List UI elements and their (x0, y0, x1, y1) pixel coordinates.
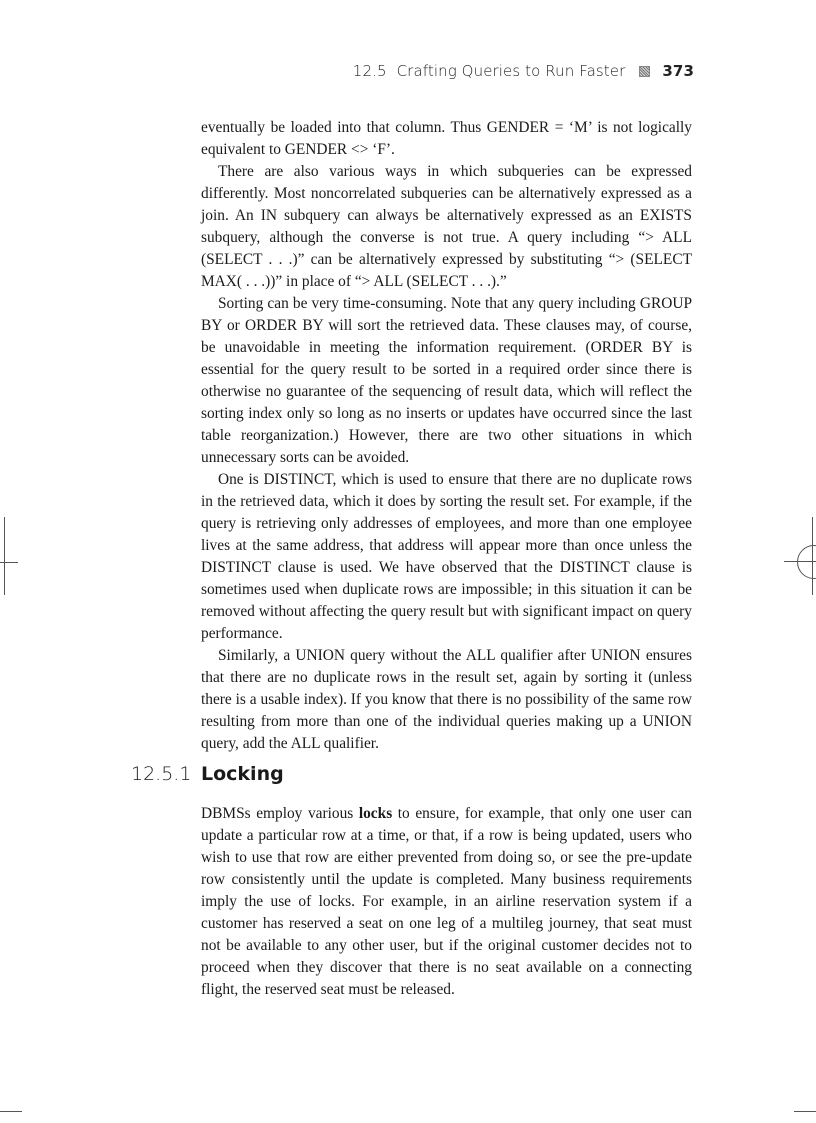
page-number: 373 (662, 62, 694, 80)
locking-text-start: DBMSs employ various (201, 805, 359, 822)
running-head-section-title: Crafting Queries to Run Faster (396, 62, 626, 80)
body-text-top (201, 117, 692, 755)
paragraph: Sorting can be very time-consuming. Note that any query including GROUP BY or ORDER BY will sort the retrieved data. These clauses may, of course, be unavoidable in meeting the information requirement. (ORDER BY is essential for the query result to be sorted in a required order since there is otherwise no guarantee of the sequencing of result data, which will reflect the sorting index only so long as no inserts or updates have occurred since the last table reorganization.) However, there are two other situations in which unnecessary sorts can be avoided. (201, 295, 692, 466)
section-title: Locking (201, 763, 284, 785)
locking-text-rest: to ensure, for example, that only one user can update a particular row at a time, or that, if a row is being updated, users who wish to use that row are either prevented from doing so, or see the pre-update row consistently until the update is completed. Many business requirements imply the use of locks. For example, in an airline reservation system if a customer has reserved a seat on one leg of a multileg journey, that seat must not be available to any other user, but if the original customer decides not to proceed when they discover that there is no seat available on a connecting flight, the reserved seat must be released. (201, 805, 692, 998)
right-registration-circle-icon (797, 545, 816, 579)
square-marker-icon (639, 66, 650, 77)
bold-term-locks: locks (358, 805, 393, 822)
running-head (353, 62, 694, 80)
right-crop-mark-vertical (812, 517, 813, 595)
left-crop-mark-vertical (4, 517, 5, 595)
right-crop-mark-horizontal (784, 561, 816, 562)
left-crop-mark-horizontal (0, 562, 18, 563)
running-head-section-number: 12.5 (352, 62, 387, 80)
paragraph: Similarly, a UNION query without the ALL qualifier after UNION ensures that there are no duplicate rows in the result set, again by sorting it (unless there is a usable index). If you know that there is no possibility of the same row resulting from more than one of the individual queries making up a UNION query, add the ALL qualifier. (201, 647, 692, 752)
section-heading (131, 763, 284, 785)
section-number: 12.5.1 (131, 763, 192, 785)
paragraph: One is DISTINCT, which is used to ensure that there are no duplicate rows in the retrieved data, which it does by sorting the result set. For example, if the query is retrieving only addresses of employees, and more than one employee lives at the same address, that address will appear more than once unless the DISTINCT clause is used. We have observed that the DISTINCT clause is sometimes used when duplicate rows are impossible; in this situation it can be removed without affecting the query result but with significant impact on query performance. (201, 471, 692, 642)
bottom-right-crop-mark (794, 1111, 816, 1112)
locking-paragraph (201, 803, 692, 1001)
paragraph: eventually be loaded into that column. Thus GENDER = ‘M’ is not logically equivalent to GENDER <> ‘F’. (201, 119, 692, 158)
paragraph: There are also various ways in which subqueries can be expressed differently. Most noncorrelated subqueries can be alternatively expressed as a join. An IN subquery can always be alternatively expressed as an EXISTS subquery, although the converse is not true. A query including “> ALL (SELECT . . .)” can be alternatively expressed by substituting “> (SELECT MAX( . . .))” in place of “> ALL (SELECT . . .).” (201, 163, 692, 290)
body-text-locking (201, 803, 692, 1001)
bottom-left-crop-mark (0, 1111, 22, 1112)
